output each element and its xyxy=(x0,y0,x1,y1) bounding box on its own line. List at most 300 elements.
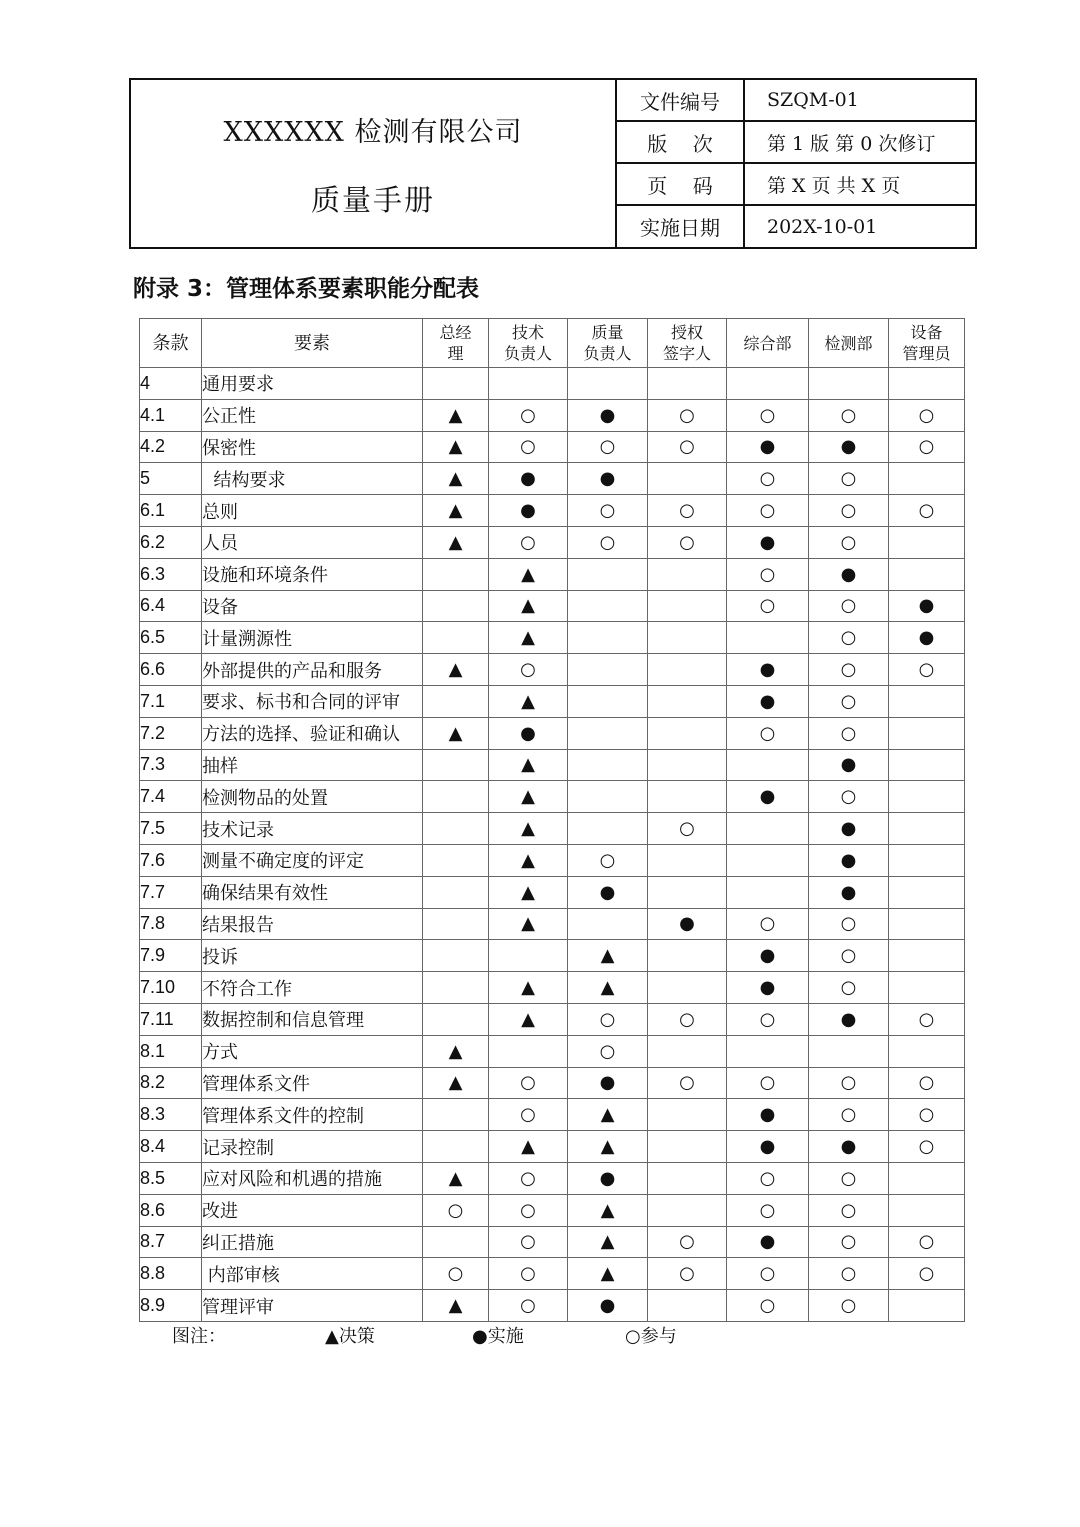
table-row xyxy=(140,399,965,431)
role-mark-cell xyxy=(568,908,648,940)
table-row xyxy=(140,1162,965,1194)
table-row xyxy=(140,1258,965,1290)
role-mark-cell: ○ xyxy=(568,844,648,876)
role-mark-cell: ▲ xyxy=(489,1003,568,1035)
role-mark-cell: ○ xyxy=(809,399,889,431)
header-label: 版 次 xyxy=(617,122,745,162)
role-mark-cell: ▲ xyxy=(489,813,568,845)
element-cell: 外部提供的产品和服务 xyxy=(202,654,423,686)
role-mark-cell: ● xyxy=(489,717,568,749)
table-row xyxy=(140,1226,965,1258)
table-row xyxy=(140,781,965,813)
table-row xyxy=(140,1003,965,1035)
role-mark-cell: ● xyxy=(727,972,809,1004)
legend-decision: ▲决策 xyxy=(325,1326,375,1347)
table-row xyxy=(140,1131,965,1163)
role-mark-cell xyxy=(889,368,965,400)
role-mark-cell xyxy=(889,1162,965,1194)
role-mark-cell: ○ xyxy=(889,1131,965,1163)
clause-cell: 8.3 xyxy=(140,1099,202,1131)
element-cell: 投诉 xyxy=(202,940,423,972)
role-mark-cell: ○ xyxy=(648,495,727,527)
role-mark-cell: ○ xyxy=(809,781,889,813)
role-mark-cell: ○ xyxy=(568,431,648,463)
role-mark-cell xyxy=(568,590,648,622)
role-mark-cell xyxy=(423,876,489,908)
role-mark-cell: ○ xyxy=(727,1290,809,1322)
role-mark-cell xyxy=(423,813,489,845)
role-mark-cell: ● xyxy=(568,399,648,431)
element-cell: 检测物品的处置 xyxy=(202,781,423,813)
role-mark-cell: ● xyxy=(568,1162,648,1194)
role-mark-cell: ● xyxy=(809,1131,889,1163)
role-mark-cell: ▲ xyxy=(423,431,489,463)
role-mark-cell: ○ xyxy=(809,972,889,1004)
role-mark-cell xyxy=(889,1035,965,1067)
role-mark-cell: ○ xyxy=(648,813,727,845)
table-row xyxy=(140,844,965,876)
element-cell: 总则 xyxy=(202,495,423,527)
role-mark-cell: ● xyxy=(489,495,568,527)
table-row xyxy=(140,685,965,717)
role-mark-cell: ○ xyxy=(489,526,568,558)
role-mark-cell: ○ xyxy=(489,1162,568,1194)
role-mark-cell xyxy=(648,622,727,654)
column-header-role: 质量 负责人 xyxy=(568,319,648,368)
element-cell: 改进 xyxy=(202,1194,423,1226)
role-mark-cell: ▲ xyxy=(423,717,489,749)
role-mark-cell: ○ xyxy=(889,1258,965,1290)
role-mark-cell: ○ xyxy=(727,1162,809,1194)
clause-cell: 4.2 xyxy=(140,431,202,463)
role-mark-cell: ○ xyxy=(889,431,965,463)
clause-cell: 8.4 xyxy=(140,1131,202,1163)
role-mark-cell xyxy=(423,844,489,876)
role-mark-cell: ○ xyxy=(648,431,727,463)
element-cell: 管理体系文件 xyxy=(202,1067,423,1099)
role-mark-cell xyxy=(889,558,965,590)
role-mark-cell: ● xyxy=(727,654,809,686)
header-row-doc-number xyxy=(617,80,975,122)
role-mark-cell: ○ xyxy=(889,1067,965,1099)
role-mark-cell xyxy=(423,368,489,400)
role-mark-cell: ● xyxy=(889,622,965,654)
role-mark-cell xyxy=(727,1035,809,1067)
role-mark-cell: ● xyxy=(568,1067,648,1099)
role-mark-cell xyxy=(423,622,489,654)
clause-cell: 4.1 xyxy=(140,399,202,431)
role-mark-cell xyxy=(648,1099,727,1131)
clause-cell: 7.1 xyxy=(140,685,202,717)
clause-cell: 7.9 xyxy=(140,940,202,972)
role-mark-cell: ▲ xyxy=(568,1131,648,1163)
role-mark-cell: ○ xyxy=(727,717,809,749)
element-cell: 通用要求 xyxy=(202,368,423,400)
role-mark-cell xyxy=(568,685,648,717)
role-mark-cell: ○ xyxy=(727,558,809,590)
table-row xyxy=(140,431,965,463)
role-mark-cell: ○ xyxy=(889,399,965,431)
table-row xyxy=(140,972,965,1004)
legend-participate: ○参与 xyxy=(625,1326,677,1347)
clause-cell: 7.6 xyxy=(140,844,202,876)
document-header xyxy=(129,78,977,249)
element-cell: 保密性 xyxy=(202,431,423,463)
role-mark-cell: ○ xyxy=(489,1194,568,1226)
role-mark-cell: ▲ xyxy=(489,590,568,622)
legend-label: 图注： xyxy=(172,1326,226,1347)
role-mark-cell: ▲ xyxy=(568,940,648,972)
role-mark-cell xyxy=(727,622,809,654)
role-mark-cell: ▲ xyxy=(489,1131,568,1163)
role-mark-cell: ○ xyxy=(809,654,889,686)
element-cell: 设备 xyxy=(202,590,423,622)
role-mark-cell xyxy=(889,526,965,558)
element-cell: 结构要求 xyxy=(202,463,423,495)
role-mark-cell xyxy=(423,558,489,590)
element-cell: 纠正措施 xyxy=(202,1226,423,1258)
role-mark-cell: ▲ xyxy=(568,1099,648,1131)
role-mark-cell: ○ xyxy=(648,526,727,558)
role-mark-cell: ● xyxy=(727,431,809,463)
role-mark-cell: ○ xyxy=(727,399,809,431)
column-header-role: 总经 理 xyxy=(423,319,489,368)
role-mark-cell xyxy=(889,717,965,749)
role-mark-cell xyxy=(568,622,648,654)
role-mark-cell xyxy=(889,781,965,813)
role-mark-cell xyxy=(889,1194,965,1226)
role-mark-cell xyxy=(889,876,965,908)
element-cell: 应对风险和机遇的措施 xyxy=(202,1162,423,1194)
role-mark-cell xyxy=(809,368,889,400)
role-mark-cell: ○ xyxy=(889,495,965,527)
role-mark-cell: ● xyxy=(727,1131,809,1163)
role-mark-cell xyxy=(648,368,727,400)
role-mark-cell xyxy=(568,654,648,686)
role-mark-cell xyxy=(568,717,648,749)
role-mark-cell xyxy=(727,749,809,781)
role-mark-cell: ○ xyxy=(568,1035,648,1067)
element-cell: 公正性 xyxy=(202,399,423,431)
element-cell: 管理体系文件的控制 xyxy=(202,1099,423,1131)
role-mark-cell xyxy=(489,940,568,972)
role-mark-cell xyxy=(648,1035,727,1067)
role-mark-cell xyxy=(568,368,648,400)
element-cell: 要求、标书和合同的评审 xyxy=(202,685,423,717)
role-mark-cell: ● xyxy=(809,813,889,845)
role-mark-cell xyxy=(727,368,809,400)
element-cell: 确保结果有效性 xyxy=(202,876,423,908)
role-mark-cell xyxy=(648,590,727,622)
role-mark-cell xyxy=(423,940,489,972)
role-mark-cell: ○ xyxy=(809,622,889,654)
clause-cell: 8.7 xyxy=(140,1226,202,1258)
table-row xyxy=(140,590,965,622)
role-mark-cell xyxy=(889,844,965,876)
role-mark-cell xyxy=(423,1003,489,1035)
element-cell: 方式 xyxy=(202,1035,423,1067)
table-row xyxy=(140,908,965,940)
manual-title: 质量手册 xyxy=(310,183,435,217)
role-mark-cell: ○ xyxy=(423,1194,489,1226)
function-allocation-table xyxy=(139,318,965,1322)
role-mark-cell: ● xyxy=(727,940,809,972)
role-mark-cell: ○ xyxy=(489,654,568,686)
role-mark-cell xyxy=(889,813,965,845)
element-cell: 抽样 xyxy=(202,749,423,781)
table-row xyxy=(140,813,965,845)
role-mark-cell: ● xyxy=(568,463,648,495)
role-mark-cell: ▲ xyxy=(489,972,568,1004)
role-mark-cell xyxy=(648,781,727,813)
role-mark-cell: ○ xyxy=(727,463,809,495)
role-mark-cell: ● xyxy=(809,876,889,908)
role-mark-cell: ▲ xyxy=(568,972,648,1004)
role-mark-cell: ● xyxy=(489,463,568,495)
element-cell: 技术记录 xyxy=(202,813,423,845)
role-mark-cell: ● xyxy=(568,876,648,908)
role-mark-cell: ○ xyxy=(809,1162,889,1194)
clause-cell: 6.4 xyxy=(140,590,202,622)
role-mark-cell: ▲ xyxy=(568,1194,648,1226)
role-mark-cell: ○ xyxy=(809,940,889,972)
table-row xyxy=(140,463,965,495)
role-mark-cell: ● xyxy=(809,558,889,590)
element-cell: 结果报告 xyxy=(202,908,423,940)
header-info-block xyxy=(617,80,975,247)
role-mark-cell xyxy=(423,781,489,813)
role-mark-cell: ▲ xyxy=(423,1162,489,1194)
element-cell: 管理评审 xyxy=(202,1290,423,1322)
element-cell: 记录控制 xyxy=(202,1131,423,1163)
clause-cell: 7.11 xyxy=(140,1003,202,1035)
role-mark-cell xyxy=(809,1035,889,1067)
role-mark-cell: ○ xyxy=(727,1258,809,1290)
role-mark-cell xyxy=(648,1290,727,1322)
role-mark-cell xyxy=(489,368,568,400)
role-mark-cell xyxy=(648,972,727,1004)
role-mark-cell: ● xyxy=(727,1226,809,1258)
role-mark-cell xyxy=(423,1099,489,1131)
role-mark-cell: ○ xyxy=(648,1003,727,1035)
role-mark-cell xyxy=(648,940,727,972)
role-mark-cell xyxy=(889,1290,965,1322)
role-mark-cell: ▲ xyxy=(489,781,568,813)
role-mark-cell: ○ xyxy=(727,1194,809,1226)
table-row xyxy=(140,558,965,590)
table-row xyxy=(140,1290,965,1322)
role-mark-cell: ○ xyxy=(809,526,889,558)
role-mark-cell xyxy=(889,940,965,972)
role-mark-cell xyxy=(648,1162,727,1194)
role-mark-cell: ○ xyxy=(423,1258,489,1290)
clause-cell: 5 xyxy=(140,463,202,495)
element-cell: 设施和环境条件 xyxy=(202,558,423,590)
role-mark-cell: ▲ xyxy=(423,1067,489,1099)
clause-cell: 7.3 xyxy=(140,749,202,781)
table-header-row xyxy=(140,319,965,368)
column-header-clause: 条款 xyxy=(140,319,202,368)
column-header-role: 授权 签字人 xyxy=(648,319,727,368)
column-header-role: 技术 负责人 xyxy=(489,319,568,368)
header-value: 第 X 页 共 X 页 xyxy=(767,174,901,197)
role-mark-cell: ○ xyxy=(568,495,648,527)
role-mark-cell xyxy=(889,749,965,781)
table-row xyxy=(140,1099,965,1131)
clause-cell: 7.7 xyxy=(140,876,202,908)
role-mark-cell: ○ xyxy=(809,717,889,749)
role-mark-cell: ▲ xyxy=(423,654,489,686)
role-mark-cell xyxy=(648,463,727,495)
role-mark-cell: ○ xyxy=(489,1226,568,1258)
clause-cell: 8.2 xyxy=(140,1067,202,1099)
table-row xyxy=(140,1194,965,1226)
role-mark-cell xyxy=(568,813,648,845)
role-mark-cell: ▲ xyxy=(489,876,568,908)
clause-cell: 6.5 xyxy=(140,622,202,654)
role-mark-cell xyxy=(648,876,727,908)
role-mark-cell: ▲ xyxy=(423,463,489,495)
table-body xyxy=(140,368,965,1322)
role-mark-cell xyxy=(648,717,727,749)
role-mark-cell xyxy=(889,463,965,495)
role-mark-cell: ● xyxy=(727,526,809,558)
role-mark-cell xyxy=(568,749,648,781)
role-mark-cell: ● xyxy=(809,844,889,876)
role-mark-cell: ○ xyxy=(809,1067,889,1099)
role-mark-cell: ○ xyxy=(489,1067,568,1099)
clause-cell: 8.8 xyxy=(140,1258,202,1290)
role-mark-cell xyxy=(727,844,809,876)
role-mark-cell: ▲ xyxy=(423,526,489,558)
element-cell: 方法的选择、验证和确认 xyxy=(202,717,423,749)
role-mark-cell xyxy=(648,844,727,876)
column-header-role: 检测部 xyxy=(809,319,889,368)
role-mark-cell xyxy=(648,1194,727,1226)
table-row xyxy=(140,1035,965,1067)
clause-cell: 8.9 xyxy=(140,1290,202,1322)
role-mark-cell: ▲ xyxy=(423,1290,489,1322)
header-row-date xyxy=(617,206,975,247)
role-mark-cell: ○ xyxy=(809,1258,889,1290)
legend-implement: ●实施 xyxy=(472,1326,524,1347)
clause-cell: 8.5 xyxy=(140,1162,202,1194)
role-mark-cell xyxy=(568,781,648,813)
role-mark-cell: ▲ xyxy=(489,844,568,876)
clause-cell: 7.2 xyxy=(140,717,202,749)
table-row xyxy=(140,622,965,654)
role-mark-cell: ▲ xyxy=(423,1035,489,1067)
clause-cell: 6.3 xyxy=(140,558,202,590)
role-mark-cell: ○ xyxy=(889,1226,965,1258)
table-row xyxy=(140,1067,965,1099)
role-mark-cell: ○ xyxy=(648,399,727,431)
role-mark-cell: ○ xyxy=(809,590,889,622)
role-mark-cell xyxy=(648,558,727,590)
role-mark-cell: ● xyxy=(809,1003,889,1035)
role-mark-cell: ○ xyxy=(489,1258,568,1290)
role-mark-cell: ● xyxy=(727,1099,809,1131)
column-header-element: 要素 xyxy=(202,319,423,368)
header-row-page xyxy=(617,164,975,206)
role-mark-cell xyxy=(568,558,648,590)
column-header-role: 设备 管理员 xyxy=(889,319,965,368)
role-mark-cell xyxy=(423,749,489,781)
role-mark-cell: ○ xyxy=(568,526,648,558)
table-row xyxy=(140,495,965,527)
role-mark-cell: ○ xyxy=(727,908,809,940)
role-mark-cell: ▲ xyxy=(489,749,568,781)
table-row xyxy=(140,654,965,686)
role-mark-cell: ○ xyxy=(489,431,568,463)
clause-cell: 6.2 xyxy=(140,526,202,558)
clause-cell: 8.1 xyxy=(140,1035,202,1067)
role-mark-cell xyxy=(423,685,489,717)
role-mark-cell xyxy=(648,1131,727,1163)
role-mark-cell: ○ xyxy=(489,399,568,431)
role-mark-cell xyxy=(727,876,809,908)
element-cell: 计量溯源性 xyxy=(202,622,423,654)
appendix-title: 附录 3：管理体系要素职能分配表 xyxy=(133,276,480,302)
role-mark-cell xyxy=(648,654,727,686)
element-cell: 不符合工作 xyxy=(202,972,423,1004)
role-mark-cell: ▲ xyxy=(568,1226,648,1258)
role-mark-cell: ○ xyxy=(648,1067,727,1099)
role-mark-cell: ○ xyxy=(889,1099,965,1131)
role-mark-cell: ▲ xyxy=(489,622,568,654)
role-mark-cell: ● xyxy=(809,749,889,781)
role-mark-cell: ▲ xyxy=(423,399,489,431)
element-cell: 测量不确定度的评定 xyxy=(202,844,423,876)
header-label: 文件编号 xyxy=(617,80,745,120)
clause-cell: 6.6 xyxy=(140,654,202,686)
role-mark-cell xyxy=(727,813,809,845)
role-mark-cell xyxy=(889,972,965,1004)
table-row xyxy=(140,749,965,781)
header-row-edition xyxy=(617,122,975,164)
role-mark-cell: ○ xyxy=(489,1099,568,1131)
clause-cell: 4 xyxy=(140,368,202,400)
role-mark-cell: ○ xyxy=(648,1226,727,1258)
role-mark-cell: ○ xyxy=(809,685,889,717)
role-mark-cell: ○ xyxy=(727,495,809,527)
role-mark-cell: ○ xyxy=(809,908,889,940)
column-header-role: 综合部 xyxy=(727,319,809,368)
header-title-block xyxy=(131,80,617,247)
role-mark-cell: ○ xyxy=(568,1003,648,1035)
role-mark-cell: ○ xyxy=(809,1099,889,1131)
role-mark-cell xyxy=(648,749,727,781)
table-row xyxy=(140,526,965,558)
role-mark-cell: ○ xyxy=(809,463,889,495)
role-mark-cell: ○ xyxy=(489,1290,568,1322)
role-mark-cell: ● xyxy=(809,431,889,463)
role-mark-cell: ● xyxy=(727,685,809,717)
clause-cell: 7.5 xyxy=(140,813,202,845)
header-value: SZQM-01 xyxy=(767,89,859,111)
clause-cell: 6.1 xyxy=(140,495,202,527)
role-mark-cell: ○ xyxy=(648,1258,727,1290)
role-mark-cell: ● xyxy=(568,1290,648,1322)
role-mark-cell: ○ xyxy=(809,1226,889,1258)
table-row xyxy=(140,717,965,749)
clause-cell: 7.4 xyxy=(140,781,202,813)
company-name: XXXXXX 检测有限公司 xyxy=(223,117,523,148)
role-mark-cell: ▲ xyxy=(489,685,568,717)
element-cell: 数据控制和信息管理 xyxy=(202,1003,423,1035)
role-mark-cell xyxy=(423,972,489,1004)
header-value: 202X-10-01 xyxy=(767,215,878,238)
